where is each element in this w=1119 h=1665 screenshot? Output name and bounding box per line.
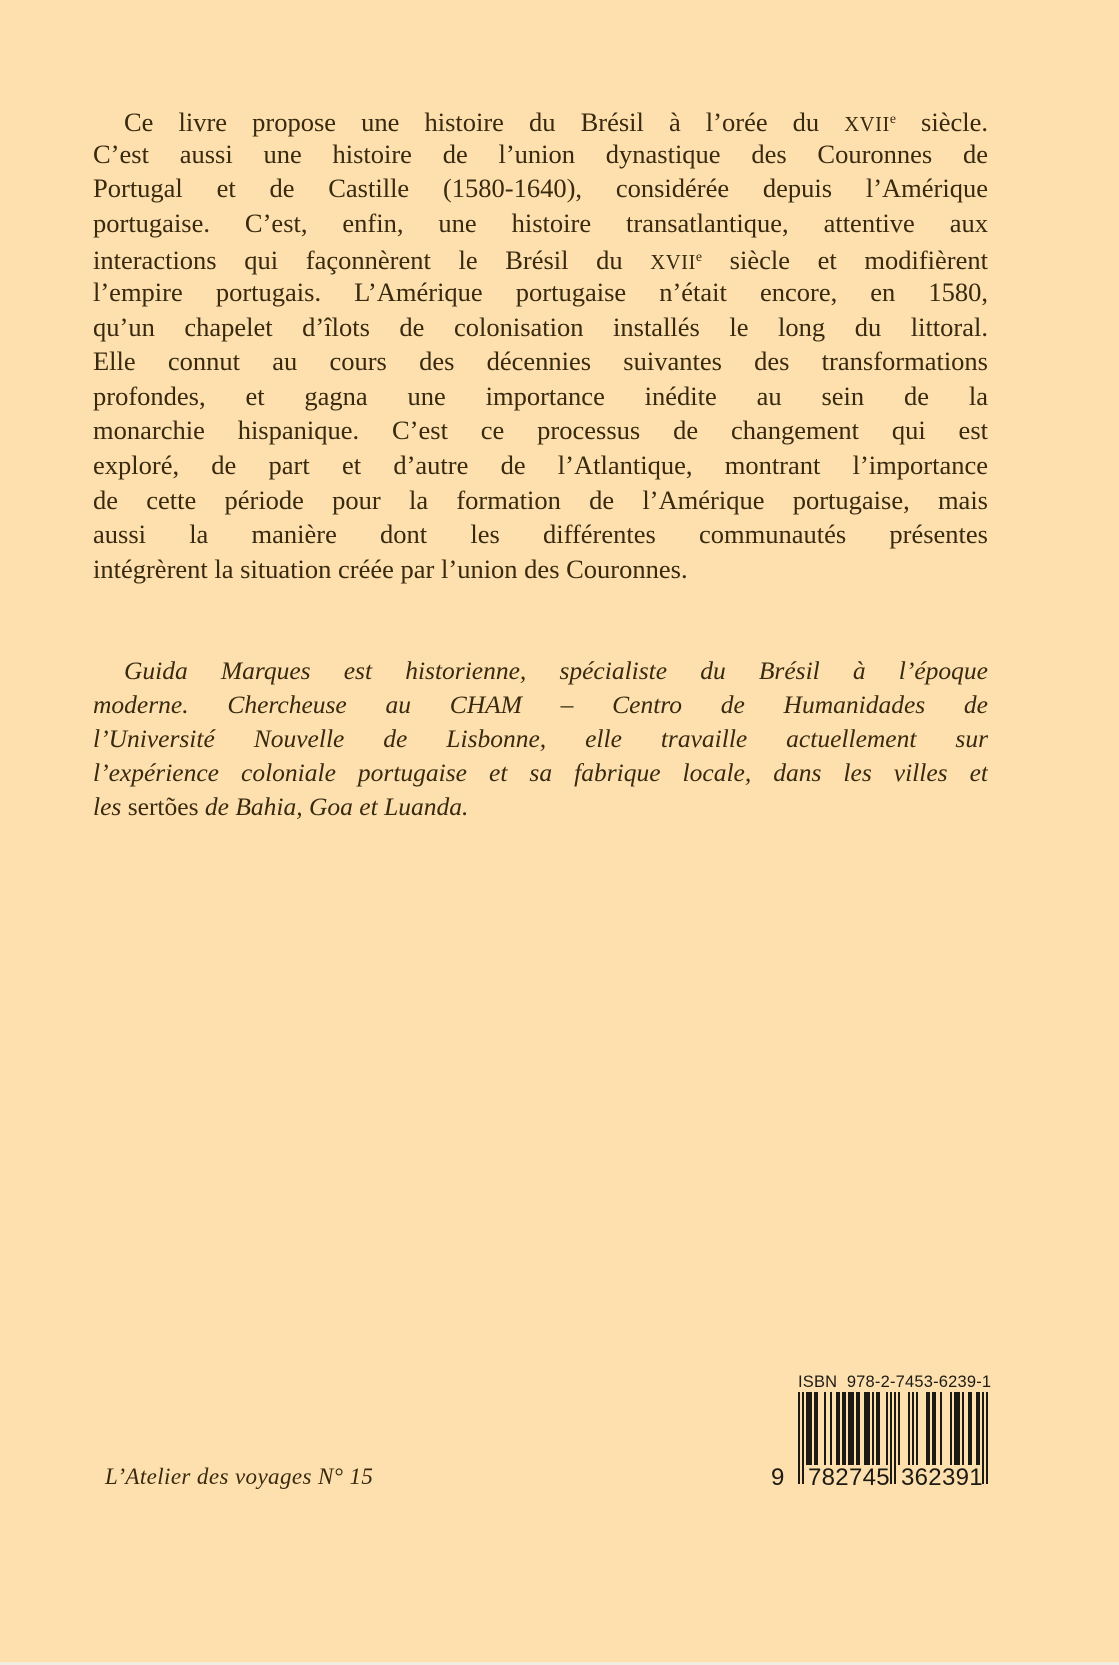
barcode-digits-left: 782745 xyxy=(808,1464,890,1491)
roman-numeral-xvii: XVII xyxy=(650,252,696,275)
synopsis-line: monarchie hispanique. C’est ce processus de changement qui est xyxy=(93,415,988,446)
synopsis-line xyxy=(93,102,988,137)
barcode-digits-right: 362391 xyxy=(901,1464,983,1491)
synopsis-paragraph xyxy=(93,102,988,586)
bio-line: moderne. Chercheuse au CHAM – Centro de Humanidades de xyxy=(93,690,988,719)
synopsis-text: interactions qui façonnèrent le Brésil du xyxy=(93,245,651,275)
synopsis-line: de cette période pour la formation de l’Amérique portugaise, mais xyxy=(93,484,988,515)
bio-roman-word: sertões xyxy=(127,792,199,821)
synopsis-line: Elle connut au cours des décennies suivantes des transformations xyxy=(93,346,988,377)
synopsis-line: exploré, de part et d’autre de l’Atlantique, montrant l’importance xyxy=(93,449,988,480)
ordinal-superscript: e xyxy=(889,111,896,126)
synopsis-line: l’empire portugais. L’Amérique portugaise n’était encore, en 1580, xyxy=(93,276,988,307)
synopsis-text: Ce livre propose une histoire du Brésil à l’orée du xyxy=(124,106,845,137)
series-title: L’Atelier des voyages N° 15 xyxy=(105,1464,374,1489)
synopsis-line xyxy=(93,240,988,275)
bio-line: l’expérience coloniale portugaise et sa fabrique locale, dans les villes et xyxy=(93,758,988,787)
synopsis-line: Portugal et de Castille (1580-1640), considérée depuis l’Amérique xyxy=(93,173,988,204)
synopsis-line: C’est aussi une histoire de l’union dynastique des Couronnes de xyxy=(93,138,988,169)
synopsis-line: aussi la manière dont les différentes communautés présentes xyxy=(93,519,988,550)
ordinal-superscript: e xyxy=(695,249,703,265)
synopsis-text: siècle et modifièrent xyxy=(702,245,988,275)
synopsis-line: intégrèrent la situation créée par l’union des Couronnes. xyxy=(93,553,688,584)
synopsis-text: siècle. xyxy=(895,106,988,137)
barcode-digit-first: 9 xyxy=(771,1464,785,1491)
bio-line xyxy=(93,790,988,824)
author-bio-paragraph xyxy=(93,654,988,824)
bio-text: les xyxy=(93,792,128,821)
bio-text: de Bahia, Goa et Luanda. xyxy=(198,792,469,821)
bio-line: l’Université Nouvelle de Lisbonne, elle travaille actuellement sur xyxy=(93,724,988,753)
synopsis-line: profondes, et gagna une importance inédite au sein de la xyxy=(93,380,988,411)
synopsis-line: qu’un chapelet d’îlots de colonisation installés le long du littoral. xyxy=(93,311,988,342)
bio-line: Guida Marques est historienne, spécialiste du Brésil à l’époque xyxy=(124,656,988,685)
isbn-label: ISBN 978-2-7453-6239-1 xyxy=(798,1372,992,1391)
roman-numeral-xvii: XVII xyxy=(844,113,890,136)
synopsis-line: portugaise. C’est, enfin, une histoire transatlantique, attentive aux xyxy=(93,207,988,238)
